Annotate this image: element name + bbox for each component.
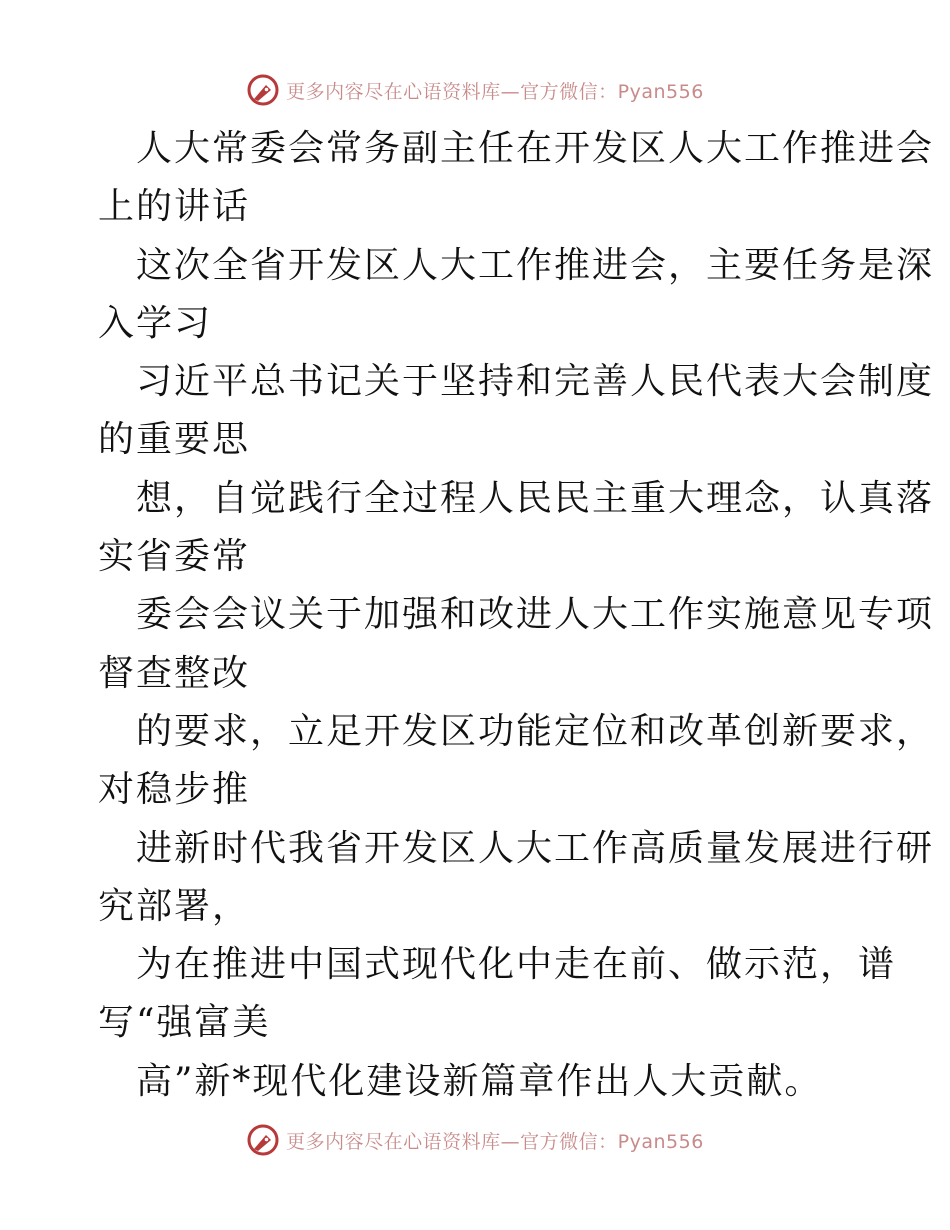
document-body [98,120,935,1111]
header-banner-text: 更多内容尽在心语资料库—官方微信：Pyan556 [286,80,704,103]
paragraph-line: 写“强富美 [98,1002,271,1044]
paragraph-line: 这次全省开发区人大工作推进会，主要任务是深 [136,244,935,286]
pen-nib-circle-logo-icon [246,1123,280,1157]
paragraph-line: 的要求，立足开发区功能定位和改革创新要求， [136,710,935,752]
paragraph-line: 督查整改 [98,652,251,694]
paragraph-line: 的重要思 [98,419,251,461]
paragraph-line: 委会会议关于加强和改进人大工作实施意见专项 [136,594,935,636]
paragraph-line: 高”新*现代化建设新篇章作出人大贡献。 [136,1060,823,1102]
paragraph-line: 究部署， [98,885,251,927]
footer-banner [0,1118,950,1162]
paragraph-line: 对稳步推 [98,769,251,811]
document-title-line-2: 上的讲话 [98,186,251,228]
header-banner [0,68,950,112]
paragraph-line: 进新时代我省开发区人大工作高质量发展进行研 [136,827,935,869]
paragraph-line: 实省委常 [98,536,251,578]
paragraph-line: 为在推进中国式现代化中走在前、做示范，谱 [136,944,897,986]
paragraph-line: 习近平总书记关于坚持和完善人民代表大会制度 [136,361,935,403]
paragraph-line: 想，自觉践行全过程人民民主重大理念，认真落 [136,477,935,519]
footer-banner-text: 更多内容尽在心语资料库—官方微信：Pyan556 [286,1130,704,1153]
paragraph-line: 入学习 [98,302,213,344]
document-title-line-1: 人大常委会常务副主任在开发区人大工作推进会 [136,128,935,169]
pen-nib-circle-logo-icon [246,73,280,107]
